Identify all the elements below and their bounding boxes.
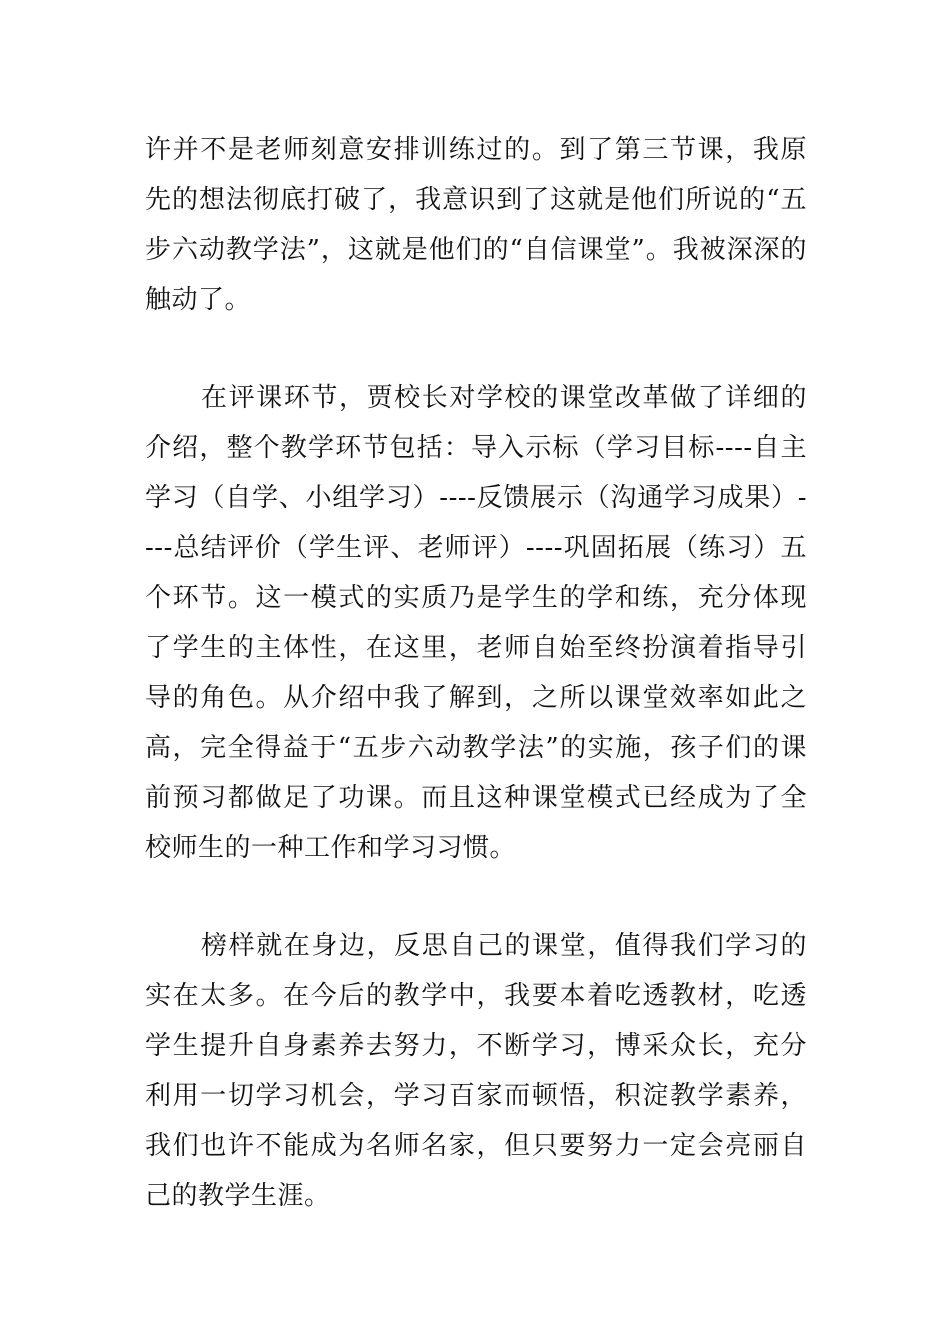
paragraph-2: 在评课环节，贾校长对学校的课堂改革做了详细的介绍，整个教学环节包括：导入示标（学习目标----自主学习（自学、小组学习）----反馈展示（沟通学习成果）----总结评价（学生评、老师评）----巩固拓展（练习）五个环节。这一模式的实质乃是学生的学和练，充分体现了学生的主体性，在这里，老师自始至终扮演着指导引导的角色。从介绍中我了解到，之所以课堂效率如此之高，完全得益于“五步六动教学法”的实施，孩子们的课前预习都做足了功课。而且这种课堂模式已经成为了全校师生的一种工作和学习习惯。 [145, 383, 807, 863]
document-body [145, 125, 807, 1221]
paragraph-spacer [145, 873, 807, 921]
paragraph-spacer [145, 325, 807, 373]
paragraph-3: 榜样就在身边，反思自己的课堂，值得我们学习的实在太多。在今后的教学中，我要本着吃透教材，吃透学生提升自身素养去努力，不断学习，博采众长，充分利用一切学习机会，学习百家而顿悟，积淀教学素养，我们也许不能成为名师名家，但只要努力一定会亮丽自己的教学生涯。 [145, 931, 807, 1211]
paragraph-1: 许并不是老师刻意安排训练过的。到了第三节课，我原先的想法彻底打破了，我意识到了这就是他们所说的“五步六动教学法”，这就是他们的“自信课堂”。我被深深的触动了。 [145, 135, 807, 315]
